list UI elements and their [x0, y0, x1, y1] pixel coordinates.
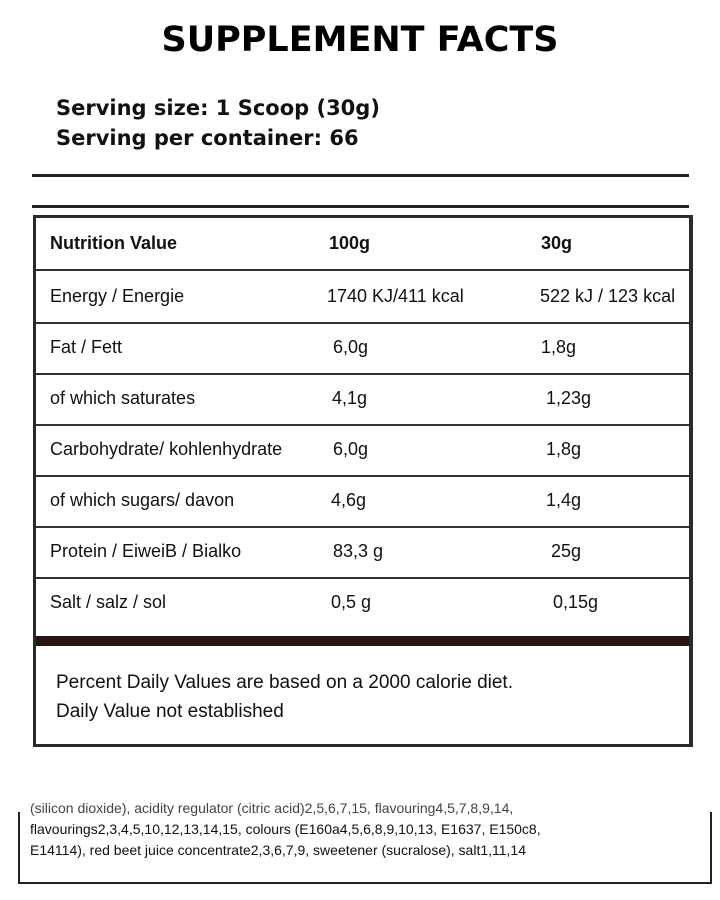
ingredients-line: E14114), red beet juice concentrate2,3,6,7,9, sweetener (sucralose), salt1,11,14 — [30, 842, 527, 858]
servings-per-container: Serving per container: 66 — [56, 126, 359, 150]
table-row — [36, 577, 689, 628]
table-row — [36, 271, 689, 324]
table-row — [36, 322, 689, 375]
nutrition-table — [33, 215, 693, 747]
value-30g: 1,8g — [541, 337, 577, 357]
value-100g: 1740 KJ/411 kcal — [327, 286, 464, 306]
nutrient-name: Salt / salz / sol — [50, 592, 167, 612]
value-30g: 522 kJ / 123 kcal — [540, 286, 676, 306]
nutrient-name: Energy / Energie — [50, 286, 185, 306]
divider-bottom — [32, 205, 689, 208]
nutrient-name: Protein / EiweiB / Bialko — [50, 541, 242, 561]
table-row — [36, 424, 689, 477]
table-row — [36, 526, 689, 579]
table-row — [36, 373, 689, 426]
table-footer-band — [36, 636, 689, 646]
divider-top — [32, 174, 689, 177]
value-30g: 25g — [551, 541, 582, 561]
value-100g: 6,0g — [333, 337, 369, 357]
value-30g: 1,4g — [546, 490, 582, 510]
header-nutrient: Nutrition Value — [50, 233, 178, 253]
nutrient-name: Fat / Fett — [50, 337, 123, 357]
daily-value-notes — [56, 668, 513, 726]
value-100g: 4,6g — [331, 490, 367, 510]
value-100g: 0,5 g — [331, 592, 372, 612]
header-per-30g: 30g — [541, 233, 573, 253]
ingredients-line-cut: (silicon dioxide), acidity regulator (citric acid)2,5,6,7,15, flavouring4,5,7,8,9,14, — [30, 800, 514, 816]
serving-size: Serving size: 1 Scoop (30g) — [56, 96, 380, 120]
value-30g: 1,23g — [546, 388, 592, 408]
nutrient-name: of which saturates — [50, 388, 196, 408]
value-30g: 0,15g — [553, 592, 599, 612]
table-header-row — [36, 218, 689, 271]
table-row — [36, 475, 689, 528]
value-30g: 1,8g — [546, 439, 582, 459]
daily-value-note: Percent Daily Values are based on a 2000 calorie diet. — [56, 672, 513, 693]
ingredients-line: flavourings2,3,4,5,10,12,13,14,15, colours (E160a4,5,6,8,9,10,13, E1637, E150c8, — [30, 821, 541, 837]
ingredients-panel — [18, 800, 712, 884]
value-100g: 83,3 g — [333, 541, 384, 561]
header-per-100g: 100g — [329, 233, 371, 253]
not-established-note: Daily Value not established — [56, 701, 284, 722]
nutrient-name: Carbohydrate/ kohlenhydrate — [50, 439, 283, 459]
nutrient-name: of which sugars/ davon — [50, 490, 235, 510]
value-100g: 6,0g — [333, 439, 369, 459]
page-title: SUPPLEMENT FACTS — [161, 20, 559, 60]
value-100g: 4,1g — [332, 388, 368, 408]
